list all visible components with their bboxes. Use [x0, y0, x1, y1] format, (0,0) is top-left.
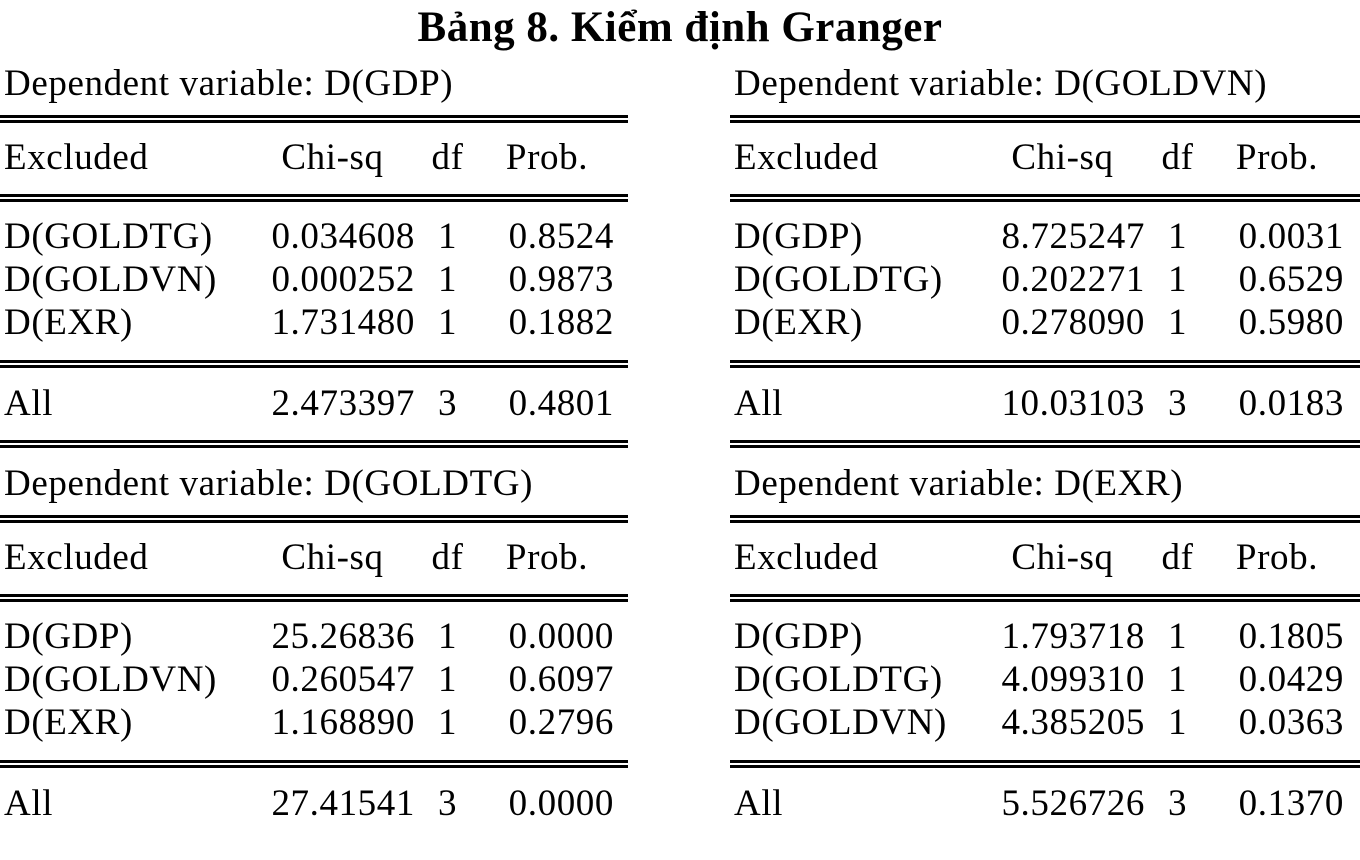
df-cell: 1	[437, 259, 458, 300]
table-row	[730, 301, 1360, 344]
table-row	[730, 258, 1360, 301]
df-cell: 3	[437, 783, 458, 824]
table-body	[730, 215, 1360, 344]
double-rule	[0, 194, 628, 202]
prob-cell: 0.0000	[508, 616, 614, 657]
prob-cell: 0.1370	[1238, 783, 1344, 824]
col-header-excluded: Excluded	[4, 137, 149, 178]
col-header-prob: Prob.	[1235, 137, 1319, 178]
df-cell: 1	[437, 302, 458, 343]
double-rule	[0, 594, 628, 602]
df-cell: 1	[1167, 702, 1188, 743]
double-rule	[730, 594, 1360, 602]
chisq-cell: 1.168890	[271, 702, 415, 743]
prob-cell: 0.0363	[1238, 702, 1344, 743]
prob-cell: 0.6529	[1238, 259, 1344, 300]
prob-cell: 0.0183	[1238, 383, 1344, 424]
double-rule	[730, 760, 1360, 768]
table-header-row	[0, 536, 628, 579]
col-header-df: df	[431, 537, 464, 578]
df-cell: 1	[1167, 616, 1188, 657]
excluded-cell: D(GDP)	[734, 616, 863, 657]
chisq-cell: 5.526726	[1001, 783, 1145, 824]
chisq-cell: 10.03103	[1001, 383, 1145, 424]
df-cell: 1	[437, 659, 458, 700]
chisq-cell: 27.41541	[271, 783, 415, 824]
df-cell: 1	[1167, 302, 1188, 343]
df-cell: 3	[437, 383, 458, 424]
prob-cell: 0.9873	[508, 259, 614, 300]
table-title: Bảng 8. Kiểm định Granger	[417, 4, 943, 51]
double-rule	[730, 360, 1360, 368]
table-body	[0, 215, 628, 344]
table-row	[0, 658, 628, 701]
chisq-cell: 0.034608	[271, 216, 415, 257]
table-row	[0, 615, 628, 658]
all-row	[0, 782, 628, 825]
table-row	[0, 301, 628, 344]
col-header-prob: Prob.	[505, 137, 589, 178]
col-header-excluded: Excluded	[734, 137, 879, 178]
chisq-cell: 25.26836	[271, 616, 415, 657]
chisq-cell: 8.725247	[1001, 216, 1145, 257]
chisq-cell: 2.473397	[271, 383, 415, 424]
excluded-cell: D(GOLDVN)	[4, 259, 217, 300]
granger-panel-goldvn	[730, 62, 1360, 448]
excluded-cell: D(EXR)	[4, 702, 133, 743]
chisq-cell: 0.000252	[271, 259, 415, 300]
excluded-cell: All	[4, 383, 54, 424]
prob-cell: 0.5980	[1238, 302, 1344, 343]
prob-cell: 0.0031	[1238, 216, 1344, 257]
chisq-cell: 1.793718	[1001, 616, 1145, 657]
prob-cell: 0.0429	[1238, 659, 1344, 700]
double-rule	[730, 515, 1360, 523]
prob-cell: 0.1805	[1238, 616, 1344, 657]
prob-cell: 0.6097	[508, 659, 614, 700]
chisq-cell: 1.731480	[271, 302, 415, 343]
table-body	[730, 615, 1360, 744]
prob-cell: 0.2796	[508, 702, 614, 743]
excluded-cell: D(GDP)	[4, 616, 133, 657]
double-rule	[0, 515, 628, 523]
col-header-chisq: Chi-sq	[1011, 537, 1114, 578]
excluded-cell: All	[4, 783, 54, 824]
df-cell: 3	[1167, 783, 1188, 824]
df-cell: 3	[1167, 383, 1188, 424]
granger-panel-gdp	[0, 62, 628, 448]
table-row	[0, 701, 628, 744]
chisq-cell: 4.385205	[1001, 702, 1145, 743]
col-header-excluded: Excluded	[734, 537, 879, 578]
double-rule	[0, 360, 628, 368]
table-body	[0, 615, 628, 744]
table-row	[730, 615, 1360, 658]
excluded-cell: D(EXR)	[734, 302, 863, 343]
prob-cell: 0.8524	[508, 216, 614, 257]
col-header-df: df	[1161, 137, 1194, 178]
excluded-cell: D(GOLDVN)	[734, 702, 947, 743]
table-header-row	[730, 536, 1360, 579]
col-header-chisq: Chi-sq	[1011, 137, 1114, 178]
table-row	[0, 258, 628, 301]
df-cell: 1	[1167, 216, 1188, 257]
prob-cell: 0.4801	[508, 383, 614, 424]
col-header-chisq: Chi-sq	[281, 137, 384, 178]
df-cell: 1	[1167, 259, 1188, 300]
double-rule	[0, 760, 628, 768]
col-header-prob: Prob.	[505, 537, 589, 578]
double-rule	[730, 440, 1360, 448]
table-header-row	[0, 136, 628, 179]
col-header-df: df	[1161, 537, 1194, 578]
excluded-cell: D(GOLDTG)	[734, 259, 943, 300]
col-header-prob: Prob.	[1235, 537, 1319, 578]
prob-cell: 0.1882	[508, 302, 614, 343]
col-header-df: df	[431, 137, 464, 178]
df-cell: 1	[437, 702, 458, 743]
prob-cell: 0.0000	[508, 783, 614, 824]
table-row	[0, 215, 628, 258]
tables-grid	[0, 62, 1360, 840]
granger-panel-goldtg	[0, 448, 628, 840]
dependent-variable-caption: Dependent variable: D(GOLDTG)	[4, 463, 534, 504]
all-row	[730, 782, 1360, 825]
excluded-cell: All	[734, 783, 784, 824]
double-rule	[730, 115, 1360, 123]
dependent-variable-caption: Dependent variable: D(GDP)	[4, 63, 454, 104]
all-row	[730, 382, 1360, 425]
table-row	[730, 215, 1360, 258]
dependent-variable-caption: Dependent variable: D(GOLDVN)	[734, 63, 1268, 104]
chisq-cell: 0.278090	[1001, 302, 1145, 343]
double-rule	[730, 194, 1360, 202]
col-header-chisq: Chi-sq	[281, 537, 384, 578]
chisq-cell: 4.099310	[1001, 659, 1145, 700]
excluded-cell: D(GOLDTG)	[4, 216, 213, 257]
table-header-row	[730, 136, 1360, 179]
excluded-cell: D(EXR)	[4, 302, 133, 343]
double-rule	[0, 115, 628, 123]
dependent-variable-caption: Dependent variable: D(EXR)	[734, 463, 1184, 504]
table-row	[730, 701, 1360, 744]
col-header-excluded: Excluded	[4, 537, 149, 578]
chisq-cell: 0.260547	[271, 659, 415, 700]
table-row	[730, 658, 1360, 701]
excluded-cell: D(GDP)	[734, 216, 863, 257]
excluded-cell: All	[734, 383, 784, 424]
df-cell: 1	[437, 616, 458, 657]
excluded-cell: D(GOLDTG)	[734, 659, 943, 700]
double-rule	[0, 440, 628, 448]
chisq-cell: 0.202271	[1001, 259, 1145, 300]
excluded-cell: D(GOLDVN)	[4, 659, 217, 700]
df-cell: 1	[437, 216, 458, 257]
df-cell: 1	[1167, 659, 1188, 700]
all-row	[0, 382, 628, 425]
granger-panel-exr	[730, 448, 1360, 840]
